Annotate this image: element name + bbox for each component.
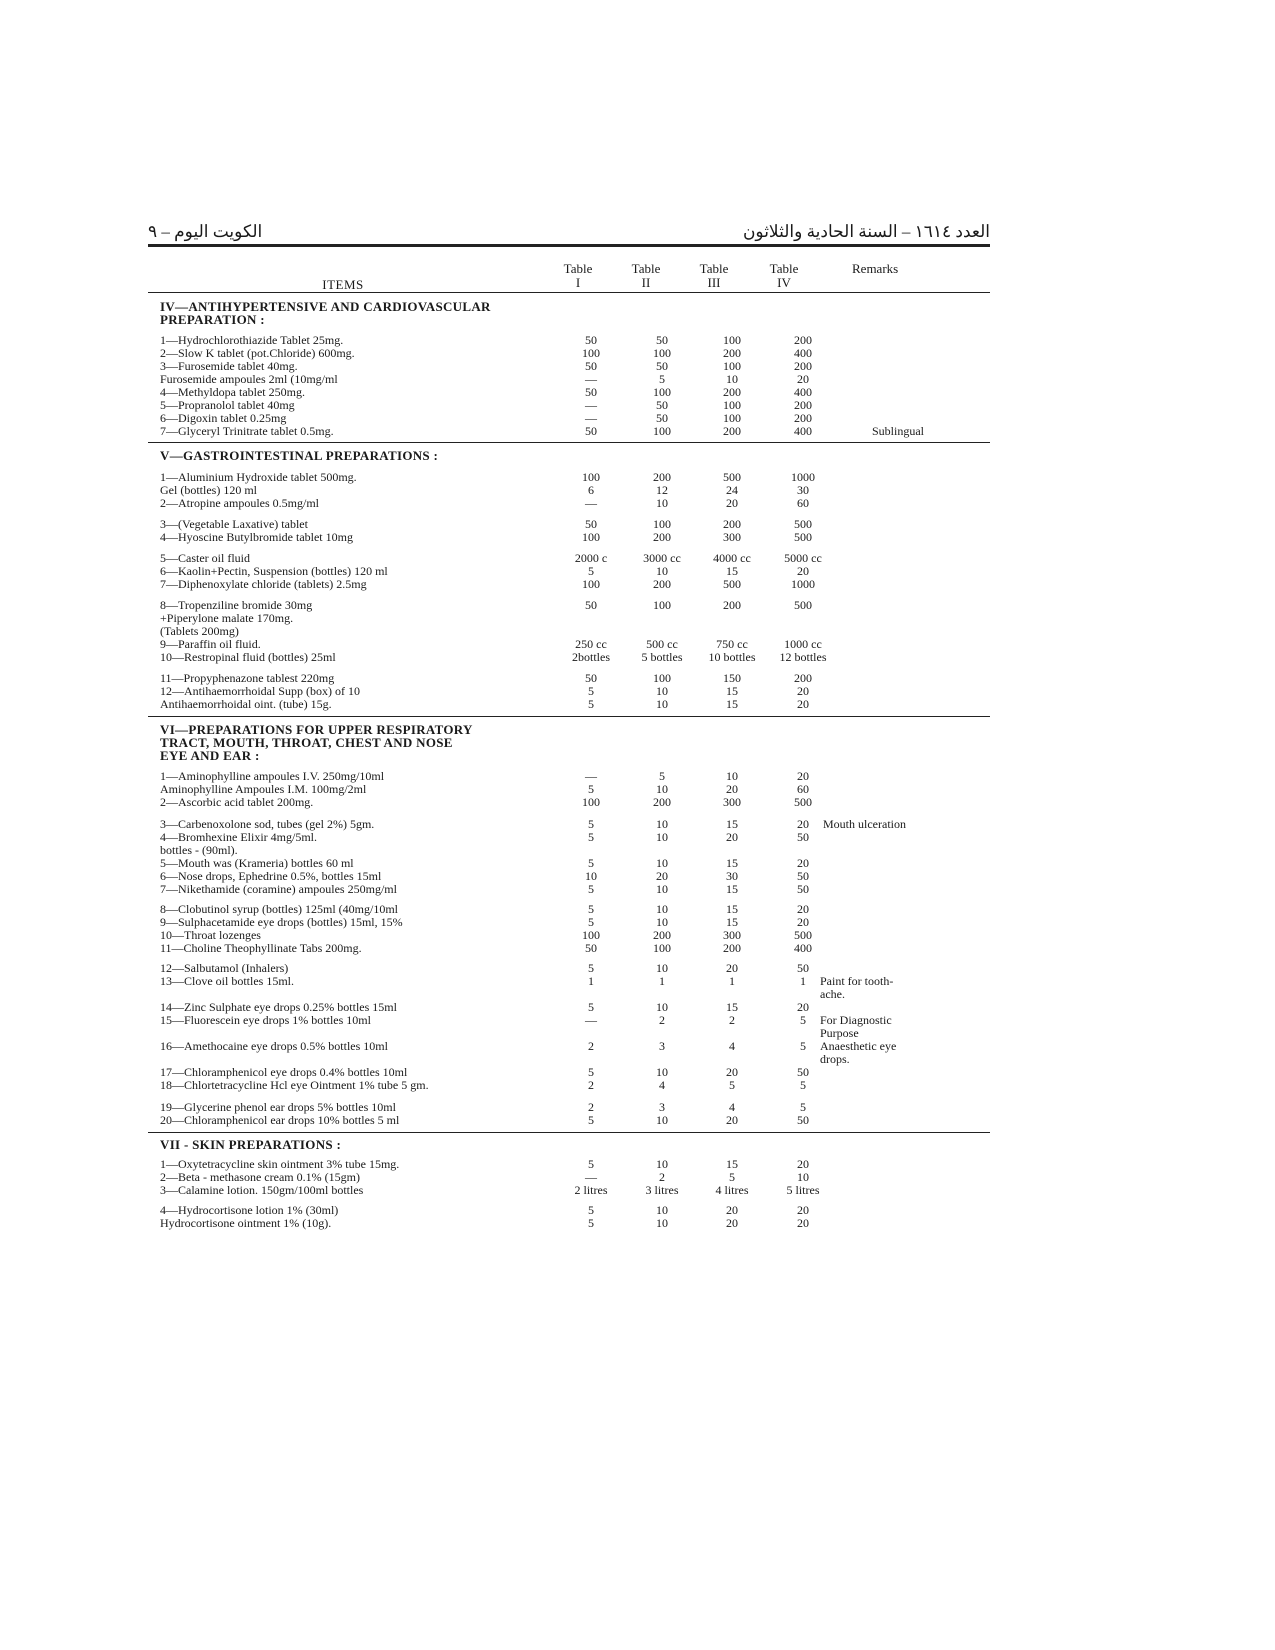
item-cell: 5—Propranolol tablet 40mg <box>160 398 295 412</box>
quantity-cell: 5 <box>588 1157 594 1171</box>
quantity-cell: 50 <box>797 882 809 896</box>
quantity-cell: 5 <box>800 1078 806 1092</box>
quantity-cell: 5 <box>588 817 594 831</box>
quantity-cell: 20 <box>797 1000 809 1014</box>
quantity-cell: 1000 <box>791 577 815 591</box>
quantity-cell: 2 litres <box>574 1183 608 1197</box>
quantity-cell: 50 <box>585 333 597 347</box>
item-cell: Furosemide ampoules 2ml (10mg/ml <box>160 372 338 386</box>
quantity-cell: 500 <box>794 517 812 531</box>
quantity-cell: 10 <box>656 684 668 698</box>
quantity-cell: 250 cc <box>575 637 607 651</box>
running-header <box>148 222 990 244</box>
quantity-cell: 200 <box>794 333 812 347</box>
quantity-cell: 200 <box>653 577 671 591</box>
quantity-cell: 15 <box>726 902 738 916</box>
column-table-4: Table IV <box>769 261 799 290</box>
quantity-cell: 10 <box>656 564 668 578</box>
item-cell: 11—Choline Theophyllinate Tabs 200mg. <box>160 941 362 955</box>
table-row <box>160 578 990 591</box>
column-items: ITEMS <box>322 277 364 292</box>
quantity-cell: 20 <box>797 902 809 916</box>
quantity-cell: 500 <box>723 577 741 591</box>
quantity-cell: 2 <box>588 1078 594 1092</box>
section-title: VI—PREPARATIONS FOR UPPER RESPIRATORY TRACT, MOUTH, THROAT, CHEST AND NOSE EYE AND EAR : <box>160 722 473 763</box>
item-cell: 7—Nikethamide (coramine) ampoules 250mg/ml <box>160 882 397 896</box>
quantity-cell: 10 <box>656 782 668 796</box>
quantity-cell: 5 <box>659 769 665 783</box>
quantity-cell: 5 <box>588 564 594 578</box>
quantity-cell: 200 <box>723 385 741 399</box>
quantity-cell: 300 <box>723 795 741 809</box>
quantity-cell: 500 <box>794 795 812 809</box>
column-table-1: Table I <box>563 261 593 290</box>
quantity-cell: 20 <box>797 1216 809 1230</box>
quantity-cell: 4 <box>659 1078 665 1092</box>
quantity-cell: 500 cc <box>646 637 678 651</box>
item-cell: 2—Ascorbic acid tablet 200mg. <box>160 795 314 809</box>
quantity-cell: 5 <box>729 1170 735 1184</box>
quantity-cell: 20 <box>797 1203 809 1217</box>
remarks-cell: Paint for tooth- ache. <box>820 974 894 1001</box>
table-row <box>160 883 990 896</box>
quantity-cell: 5 <box>729 1078 735 1092</box>
item-cell: 6—Digoxin tablet 0.25mg <box>160 411 287 425</box>
quantity-cell: 500 <box>794 598 812 612</box>
quantity-cell: 10 <box>656 1000 668 1014</box>
header-rule <box>148 244 990 247</box>
quantity-cell: 15 <box>726 564 738 578</box>
item-cell: 3—Furosemide tablet 40mg. <box>160 359 298 373</box>
remarks-cell: Anaesthetic eye drops. <box>820 1039 897 1066</box>
quantity-cell: 5 <box>588 1000 594 1014</box>
table-row <box>160 942 990 955</box>
quantity-cell: 100 <box>723 359 741 373</box>
quantity-cell: — <box>585 1170 597 1184</box>
item-cell: Antihaemorrhoidal oint. (tube) 15g. <box>160 697 332 711</box>
quantity-cell: 10 <box>656 1157 668 1171</box>
quantity-cell: 150 <box>723 671 741 685</box>
table-row <box>160 471 990 484</box>
item-cell: Gel (bottles) 120 ml <box>160 483 257 497</box>
quantity-cell: 5 <box>588 856 594 870</box>
table-row <box>160 651 990 664</box>
column-table-3: Table III <box>699 261 729 290</box>
table-row <box>160 1184 990 1197</box>
table-row <box>160 1013 990 1040</box>
quantity-cell: — <box>585 496 597 510</box>
table-row <box>160 531 990 544</box>
quantity-cell: 200 <box>723 517 741 531</box>
table-row <box>160 497 990 510</box>
quantity-cell: 400 <box>794 385 812 399</box>
item-cell: 1—Aminophylline ampoules I.V. 250mg/10ml <box>160 769 385 783</box>
quantity-cell: 200 <box>723 598 741 612</box>
table-row <box>160 1039 990 1066</box>
quantity-cell: 50 <box>656 333 668 347</box>
quantity-cell: 100 <box>582 346 600 360</box>
table-row <box>160 698 990 711</box>
quantity-cell: 10 <box>656 902 668 916</box>
item-cell: bottles - (90ml). <box>160 843 238 857</box>
quantity-cell: 20 <box>726 496 738 510</box>
quantity-cell: 50 <box>585 424 597 438</box>
quantity-cell: 500 <box>794 530 812 544</box>
item-cell: 8—Clobutinol syrup (bottles) 125ml (40mg/10ml <box>160 902 398 916</box>
section-title: IV—ANTIHYPERTENSIVE AND CARDIOVASCULAR PREPARATION : <box>160 299 491 327</box>
item-cell: 4—Hyoscine Butylbromide tablet 10mg <box>160 530 353 544</box>
quantity-cell: — <box>585 411 597 425</box>
quantity-cell: 2 <box>729 1013 735 1027</box>
quantity-cell: 30 <box>797 483 809 497</box>
item-cell: 14—Zinc Sulphate eye drops 0.25% bottles 15ml <box>160 1000 397 1014</box>
section-title: VII - SKIN PREPARATIONS : <box>160 1137 342 1152</box>
quantity-cell: — <box>585 372 597 386</box>
quantity-cell: 50 <box>656 411 668 425</box>
column-header-rule <box>148 292 990 293</box>
quantity-cell: 100 <box>653 517 671 531</box>
remarks-cell: For Diagnostic Purpose <box>820 1013 892 1040</box>
quantity-cell: 12 <box>656 483 668 497</box>
quantity-cell: 15 <box>726 1000 738 1014</box>
item-cell: 3—Calamine lotion. 150gm/100ml bottles <box>160 1183 364 1197</box>
table-row <box>160 425 990 438</box>
quantity-cell: 20 <box>726 1113 738 1127</box>
header-left: الكويت اليوم – ٩ <box>148 222 263 241</box>
quantity-cell: 100 <box>582 795 600 809</box>
quantity-cell: 10 <box>656 1216 668 1230</box>
item-cell: 7—Glyceryl Trinitrate tablet 0.5mg. <box>160 424 334 438</box>
quantity-cell: 15 <box>726 684 738 698</box>
item-cell: 7—Diphenoxylate chloride (tablets) 2.5mg <box>160 577 367 591</box>
quantity-cell: 10 <box>656 961 668 975</box>
quantity-cell: 10 <box>656 817 668 831</box>
quantity-cell: 15 <box>726 882 738 896</box>
quantity-cell: 20 <box>726 1203 738 1217</box>
quantity-cell: 4 <box>729 1100 735 1114</box>
quantity-cell: 100 <box>653 385 671 399</box>
quantity-cell: 50 <box>797 961 809 975</box>
item-cell: 1—Oxytetracycline skin ointment 3% tube 15mg. <box>160 1157 400 1171</box>
quantity-cell: 20 <box>726 830 738 844</box>
table-row <box>160 831 990 844</box>
item-cell: 17—Chloramphenicol eye drops 0.4% bottles 10ml <box>160 1065 408 1079</box>
table-row <box>160 1114 990 1127</box>
quantity-cell: 20 <box>797 564 809 578</box>
quantity-cell: 5 <box>588 1203 594 1217</box>
quantity-cell: 6 <box>588 483 594 497</box>
quantity-cell: — <box>585 769 597 783</box>
quantity-cell: 5 <box>588 902 594 916</box>
quantity-cell: 5 litres <box>786 1183 820 1197</box>
quantity-cell: 200 <box>653 530 671 544</box>
quantity-cell: 20 <box>797 684 809 698</box>
item-cell: 9—Sulphacetamide eye drops (bottles) 15ml, 15% <box>160 915 403 929</box>
quantity-cell: 20 <box>797 372 809 386</box>
item-cell: 6—Nose drops, Ephedrine 0.5%, bottles 15ml <box>160 869 382 883</box>
quantity-cell: 10 <box>585 869 597 883</box>
quantity-cell: 15 <box>726 1157 738 1171</box>
quantity-cell: 60 <box>797 496 809 510</box>
quantity-cell: 30 <box>726 869 738 883</box>
quantity-cell: 200 <box>794 671 812 685</box>
quantity-cell: 10 <box>797 1170 809 1184</box>
quantity-cell: 100 <box>653 671 671 685</box>
quantity-cell: 500 <box>794 928 812 942</box>
quantity-cell: 200 <box>723 424 741 438</box>
quantity-cell: 200 <box>653 795 671 809</box>
quantity-cell: 5 <box>588 961 594 975</box>
quantity-cell: 2 <box>588 1100 594 1114</box>
quantity-cell: 100 <box>653 598 671 612</box>
table-row <box>160 974 990 1001</box>
quantity-cell: 100 <box>582 577 600 591</box>
table-row <box>160 612 990 625</box>
quantity-cell: 200 <box>653 928 671 942</box>
quantity-cell: 2 <box>659 1013 665 1027</box>
quantity-cell: 20 <box>797 856 809 870</box>
quantity-cell: 10 bottles <box>708 650 756 664</box>
quantity-cell: 10 <box>656 1203 668 1217</box>
quantity-cell: 200 <box>723 346 741 360</box>
quantity-cell: 5 <box>588 782 594 796</box>
quantity-cell: 3000 cc <box>643 551 681 565</box>
item-cell: 5—Caster oil fluid <box>160 551 250 565</box>
quantity-cell: 4 <box>729 1039 735 1053</box>
quantity-cell: 50 <box>656 398 668 412</box>
item-cell: 3—Carbenoxolone sod, tubes (gel 2%) 5gm. <box>160 817 375 831</box>
quantity-cell: 100 <box>723 333 741 347</box>
item-cell: 6—Kaolin+Pectin, Suspension (bottles) 120 ml <box>160 564 388 578</box>
quantity-cell: 100 <box>723 398 741 412</box>
quantity-cell: 50 <box>585 671 597 685</box>
quantity-cell: 5 <box>588 830 594 844</box>
quantity-cell: 50 <box>585 359 597 373</box>
quantity-cell: 50 <box>585 385 597 399</box>
item-cell: 13—Clove oil bottles 15ml. <box>160 974 294 988</box>
quantity-cell: 15 <box>726 856 738 870</box>
quantity-cell: 1000 <box>791 470 815 484</box>
quantity-cell: 10 <box>656 856 668 870</box>
quantity-cell: 500 <box>723 470 741 484</box>
item-cell: 12—Antihaemorrhoidal Supp (box) of 10 <box>160 684 360 698</box>
quantity-cell: — <box>585 1013 597 1027</box>
quantity-cell: 15 <box>726 697 738 711</box>
quantity-cell: 2bottles <box>572 650 610 664</box>
quantity-cell: 5 <box>588 915 594 929</box>
quantity-cell: 5 bottles <box>641 650 683 664</box>
quantity-cell: 1000 cc <box>784 637 822 651</box>
quantity-cell: 750 cc <box>716 637 748 651</box>
quantity-cell: 5 <box>588 684 594 698</box>
quantity-cell: 5 <box>800 1013 806 1027</box>
quantity-cell: 20 <box>797 769 809 783</box>
quantity-cell: 5 <box>588 1216 594 1230</box>
remarks-cell: Sublingual <box>872 424 925 438</box>
quantity-cell: 20 <box>726 782 738 796</box>
item-cell: 1—Aluminium Hydroxide tablet 500mg. <box>160 470 357 484</box>
table-row <box>160 1217 990 1230</box>
quantity-cell: 20 <box>726 1216 738 1230</box>
quantity-cell: 4000 cc <box>713 551 751 565</box>
quantity-cell: 4 litres <box>715 1183 749 1197</box>
quantity-cell: 5 <box>659 372 665 386</box>
item-cell: Hydrocortisone ointment 1% (10g). <box>160 1216 332 1230</box>
quantity-cell: 10 <box>726 769 738 783</box>
quantity-cell: 50 <box>585 517 597 531</box>
item-cell: 16—Amethocaine eye drops 0.5% bottles 10ml <box>160 1039 388 1053</box>
quantity-cell: 200 <box>653 470 671 484</box>
quantity-cell: 15 <box>726 915 738 929</box>
section-rule <box>148 1132 990 1133</box>
quantity-cell: 400 <box>794 424 812 438</box>
item-cell: +Piperylone malate 170mg. <box>160 611 294 625</box>
quantity-cell: 60 <box>797 782 809 796</box>
item-cell: 2—Slow K tablet (pot.Chloride) 600mg. <box>160 346 355 360</box>
item-cell: 4—Bromhexine Elixir 4mg/5ml. <box>160 830 317 844</box>
quantity-cell: 50 <box>797 869 809 883</box>
item-cell: 3—(Vegetable Laxative) tablet <box>160 517 308 531</box>
quantity-cell: 20 <box>726 961 738 975</box>
quantity-cell: 5 <box>800 1039 806 1053</box>
quantity-cell: 5 <box>588 1065 594 1079</box>
quantity-cell: 400 <box>794 941 812 955</box>
item-cell: 2—Atropine ampoules 0.5mg/ml <box>160 496 319 510</box>
quantity-cell: 300 <box>723 530 741 544</box>
item-cell: 10—Restropinal fluid (bottles) 25ml <box>160 650 336 664</box>
quantity-cell: 50 <box>585 941 597 955</box>
header-right: العدد ١٦١٤ – السنة الحادية والثلاثون <box>742 222 990 241</box>
quantity-cell: 300 <box>723 928 741 942</box>
quantity-cell: 1 <box>800 974 806 988</box>
quantity-cell: 5 <box>588 882 594 896</box>
quantity-cell: 1 <box>729 974 735 988</box>
quantity-cell: 50 <box>797 830 809 844</box>
quantity-cell: 50 <box>585 598 597 612</box>
quantity-cell: 20 <box>797 697 809 711</box>
table-row <box>160 916 990 929</box>
quantity-cell: 100 <box>582 470 600 484</box>
item-cell: 18—Chlortetracycline Hcl eye Ointment 1% tube 5 gm. <box>160 1078 429 1092</box>
table-row <box>160 1079 990 1092</box>
quantity-cell: 20 <box>726 1065 738 1079</box>
quantity-cell: 200 <box>794 359 812 373</box>
quantity-cell: 20 <box>656 869 668 883</box>
quantity-cell: 200 <box>794 398 812 412</box>
quantity-cell: 5 <box>588 1113 594 1127</box>
item-cell: 19—Glycerine phenol ear drops 5% bottles 10ml <box>160 1100 396 1114</box>
quantity-cell: 10 <box>726 372 738 386</box>
section-rule <box>148 716 990 717</box>
quantity-cell: 10 <box>656 882 668 896</box>
quantity-cell: — <box>585 398 597 412</box>
quantity-cell: 10 <box>656 496 668 510</box>
column-remarks: Remarks <box>852 261 899 276</box>
quantity-cell: 100 <box>582 530 600 544</box>
quantity-cell: 2 <box>588 1039 594 1053</box>
quantity-cell: 20 <box>797 1157 809 1171</box>
item-cell: 8—Tropenziline bromide 30mg <box>160 598 313 612</box>
quantity-cell: 15 <box>726 817 738 831</box>
quantity-cell: 2 <box>659 1170 665 1184</box>
quantity-cell: 12 bottles <box>779 650 827 664</box>
quantity-cell: 3 <box>659 1039 665 1053</box>
item-cell: 4—Hydrocortisone lotion 1% (30ml) <box>160 1203 339 1217</box>
quantity-cell: 100 <box>653 424 671 438</box>
item-cell: 1—Hydrochlorothiazide Tablet 25mg. <box>160 333 344 347</box>
quantity-cell: 50 <box>797 1113 809 1127</box>
item-cell: 5—Mouth was (Krameria) bottles 60 ml <box>160 856 354 870</box>
item-cell: 11—Propyphenazone tablest 220mg <box>160 671 335 685</box>
quantity-cell: 400 <box>794 346 812 360</box>
item-cell: 20—Chloramphenicol ear drops 10% bottles 5 ml <box>160 1113 400 1127</box>
section-title: V—GASTROINTESTINAL PREPARATIONS : <box>160 448 439 463</box>
quantity-cell: 1 <box>659 974 665 988</box>
quantity-cell: 5000 cc <box>784 551 822 565</box>
quantity-cell: 3 <box>659 1100 665 1114</box>
column-table-2: Table II <box>631 261 661 290</box>
quantity-cell: 200 <box>794 411 812 425</box>
quantity-cell: 24 <box>726 483 738 497</box>
quantity-cell: 5 <box>588 697 594 711</box>
quantity-cell: 200 <box>723 941 741 955</box>
item-cell: Aminophylline Ampoules I.M. 100mg/2ml <box>160 782 367 796</box>
quantity-cell: 2000 c <box>574 551 608 565</box>
quantity-cell: 50 <box>797 1065 809 1079</box>
item-cell: 12—Salbutamol (Inhalers) <box>160 961 289 975</box>
item-cell: 2—Beta - methasone cream 0.1% (15gm) <box>160 1170 360 1184</box>
quantity-cell: 100 <box>653 346 671 360</box>
table-row <box>160 796 990 809</box>
quantity-cell: 10 <box>656 915 668 929</box>
quantity-cell: 100 <box>723 411 741 425</box>
quantity-cell: 100 <box>582 928 600 942</box>
quantity-cell: 50 <box>656 359 668 373</box>
quantity-cell: 3 litres <box>645 1183 679 1197</box>
quantity-cell: 20 <box>797 817 809 831</box>
section-rule <box>148 442 990 443</box>
remarks-cell: Mouth ulceration <box>823 817 906 831</box>
quantity-cell: 10 <box>656 1113 668 1127</box>
quantity-cell: 10 <box>656 830 668 844</box>
quantity-cell: 10 <box>656 1065 668 1079</box>
item-cell: 4—Methyldopa tablet 250mg. <box>160 385 305 399</box>
quantity-cell: 1 <box>588 974 594 988</box>
item-cell: 9—Paraffin oil fluid. <box>160 637 261 651</box>
item-cell: 10—Throat lozenges <box>160 928 261 942</box>
quantity-cell: 20 <box>797 915 809 929</box>
quantity-cell: 5 <box>800 1100 806 1114</box>
quantity-cell: 10 <box>656 697 668 711</box>
item-cell: 15—Fluorescein eye drops 1% bottles 10ml <box>160 1013 371 1027</box>
item-cell: (Tablets 200mg) <box>160 624 239 638</box>
quantity-cell: 100 <box>653 941 671 955</box>
